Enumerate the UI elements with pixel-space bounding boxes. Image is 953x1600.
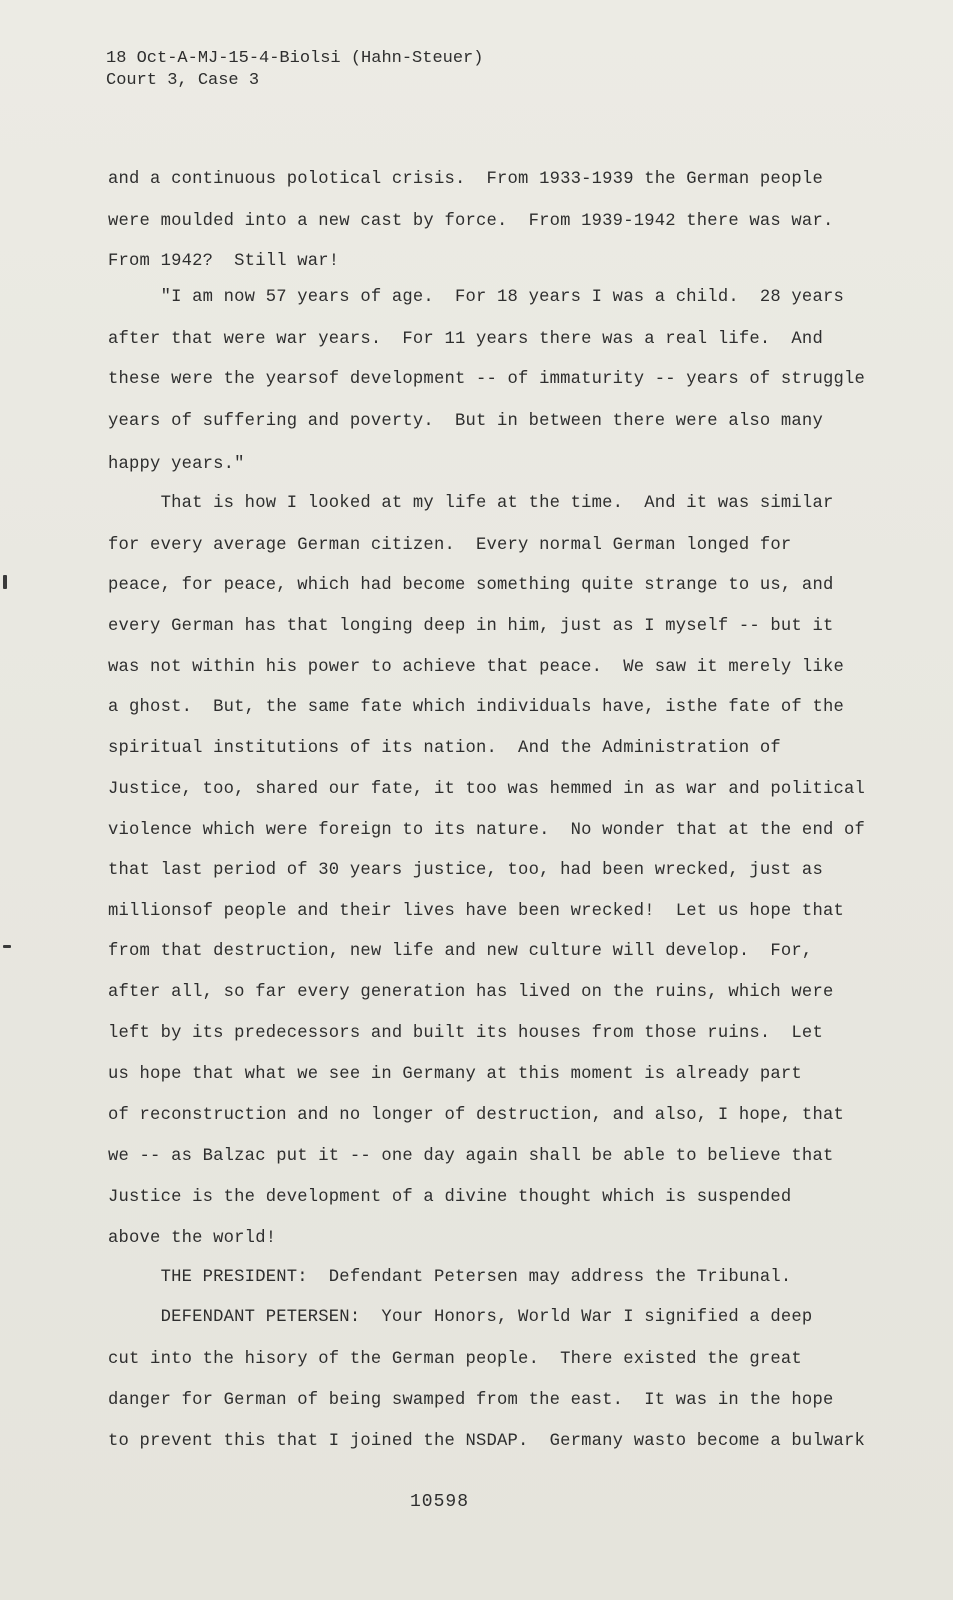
- text-line: after all, so far every generation has lived on the ruins, which were: [108, 983, 834, 1002]
- text-line: years of suffering and poverty. But in between there were also many: [108, 412, 823, 431]
- text-line: spiritual institutions of its nation. And the Administration of: [108, 739, 781, 758]
- page-number: 10598: [410, 1492, 470, 1512]
- text-line: cut into the hisory of the German people. There existed the great: [108, 1350, 802, 1369]
- text-line: peace, for peace, which had become something quite strange to us, and: [108, 576, 834, 595]
- text-line: for every average German citizen. Every normal German longed for: [108, 536, 792, 555]
- text-line: millionsof people and their lives have been wrecked! Let us hope that: [108, 902, 844, 921]
- text-line: after that were war years. For 11 years there was a real life. And: [108, 330, 823, 349]
- header-case-reference: 18 Oct-A-MJ-15-4-Biolsi (Hahn-Steuer): [106, 49, 484, 68]
- text-line: Justice, too, shared our fate, it too was hemmed in as war and political: [108, 780, 866, 799]
- text-line: "I am now 57 years of age. For 18 years I was a child. 28 years: [108, 288, 844, 307]
- text-line: every German has that longing deep in him, just as I myself -- but it: [108, 617, 834, 636]
- text-line: THE PRESIDENT: Defendant Petersen may address the Tribunal.: [108, 1268, 792, 1287]
- text-line: From 1942? Still war!: [108, 252, 340, 271]
- text-line: danger for German of being swamped from the east. It was in the hope: [108, 1391, 834, 1410]
- text-line: were moulded into a new cast by force. From 1939-1942 there was war.: [108, 212, 834, 231]
- text-line: was not within his power to achieve that peace. We saw it merely like: [108, 658, 844, 677]
- text-line: from that destruction, new life and new culture will develop. For,: [108, 942, 813, 961]
- text-line: a ghost. But, the same fate which individuals have, isthe fate of the: [108, 698, 844, 717]
- text-line: and a continuous polotical crisis. From 1933-1939 the German people: [108, 170, 823, 189]
- text-line: violence which were foreign to its nature. No wonder that at the end of: [108, 821, 866, 840]
- text-line: above the world!: [108, 1229, 277, 1248]
- text-line: left by its predecessors and built its houses from those ruins. Let: [108, 1024, 823, 1043]
- text-line: us hope that what we see in Germany at this moment is already part: [108, 1065, 802, 1084]
- margin-mark: [3, 575, 7, 589]
- document-header: [106, 48, 483, 92]
- text-line: these were the yearsof development -- of immaturity -- years of struggle: [108, 370, 866, 389]
- text-line: happy years.": [108, 455, 245, 474]
- text-line: we -- as Balzac put it -- one day again shall be able to believe that: [108, 1147, 834, 1166]
- text-line: DEFENDANT PETERSEN: Your Honors, World War I signified a deep: [108, 1308, 813, 1327]
- text-line: That is how I looked at my life at the time. And it was similar: [108, 494, 834, 513]
- text-line: that last period of 30 years justice, too, had been wrecked, just as: [108, 861, 823, 880]
- margin-mark: [3, 945, 11, 948]
- header-court-case: Court 3, Case 3: [106, 71, 260, 90]
- text-line: to prevent this that I joined the NSDAP. Germany wasto become a bulwark: [108, 1432, 866, 1451]
- text-line: of reconstruction and no longer of destruction, and also, I hope, that: [108, 1106, 844, 1125]
- text-line: Justice is the development of a divine thought which is suspended: [108, 1188, 792, 1207]
